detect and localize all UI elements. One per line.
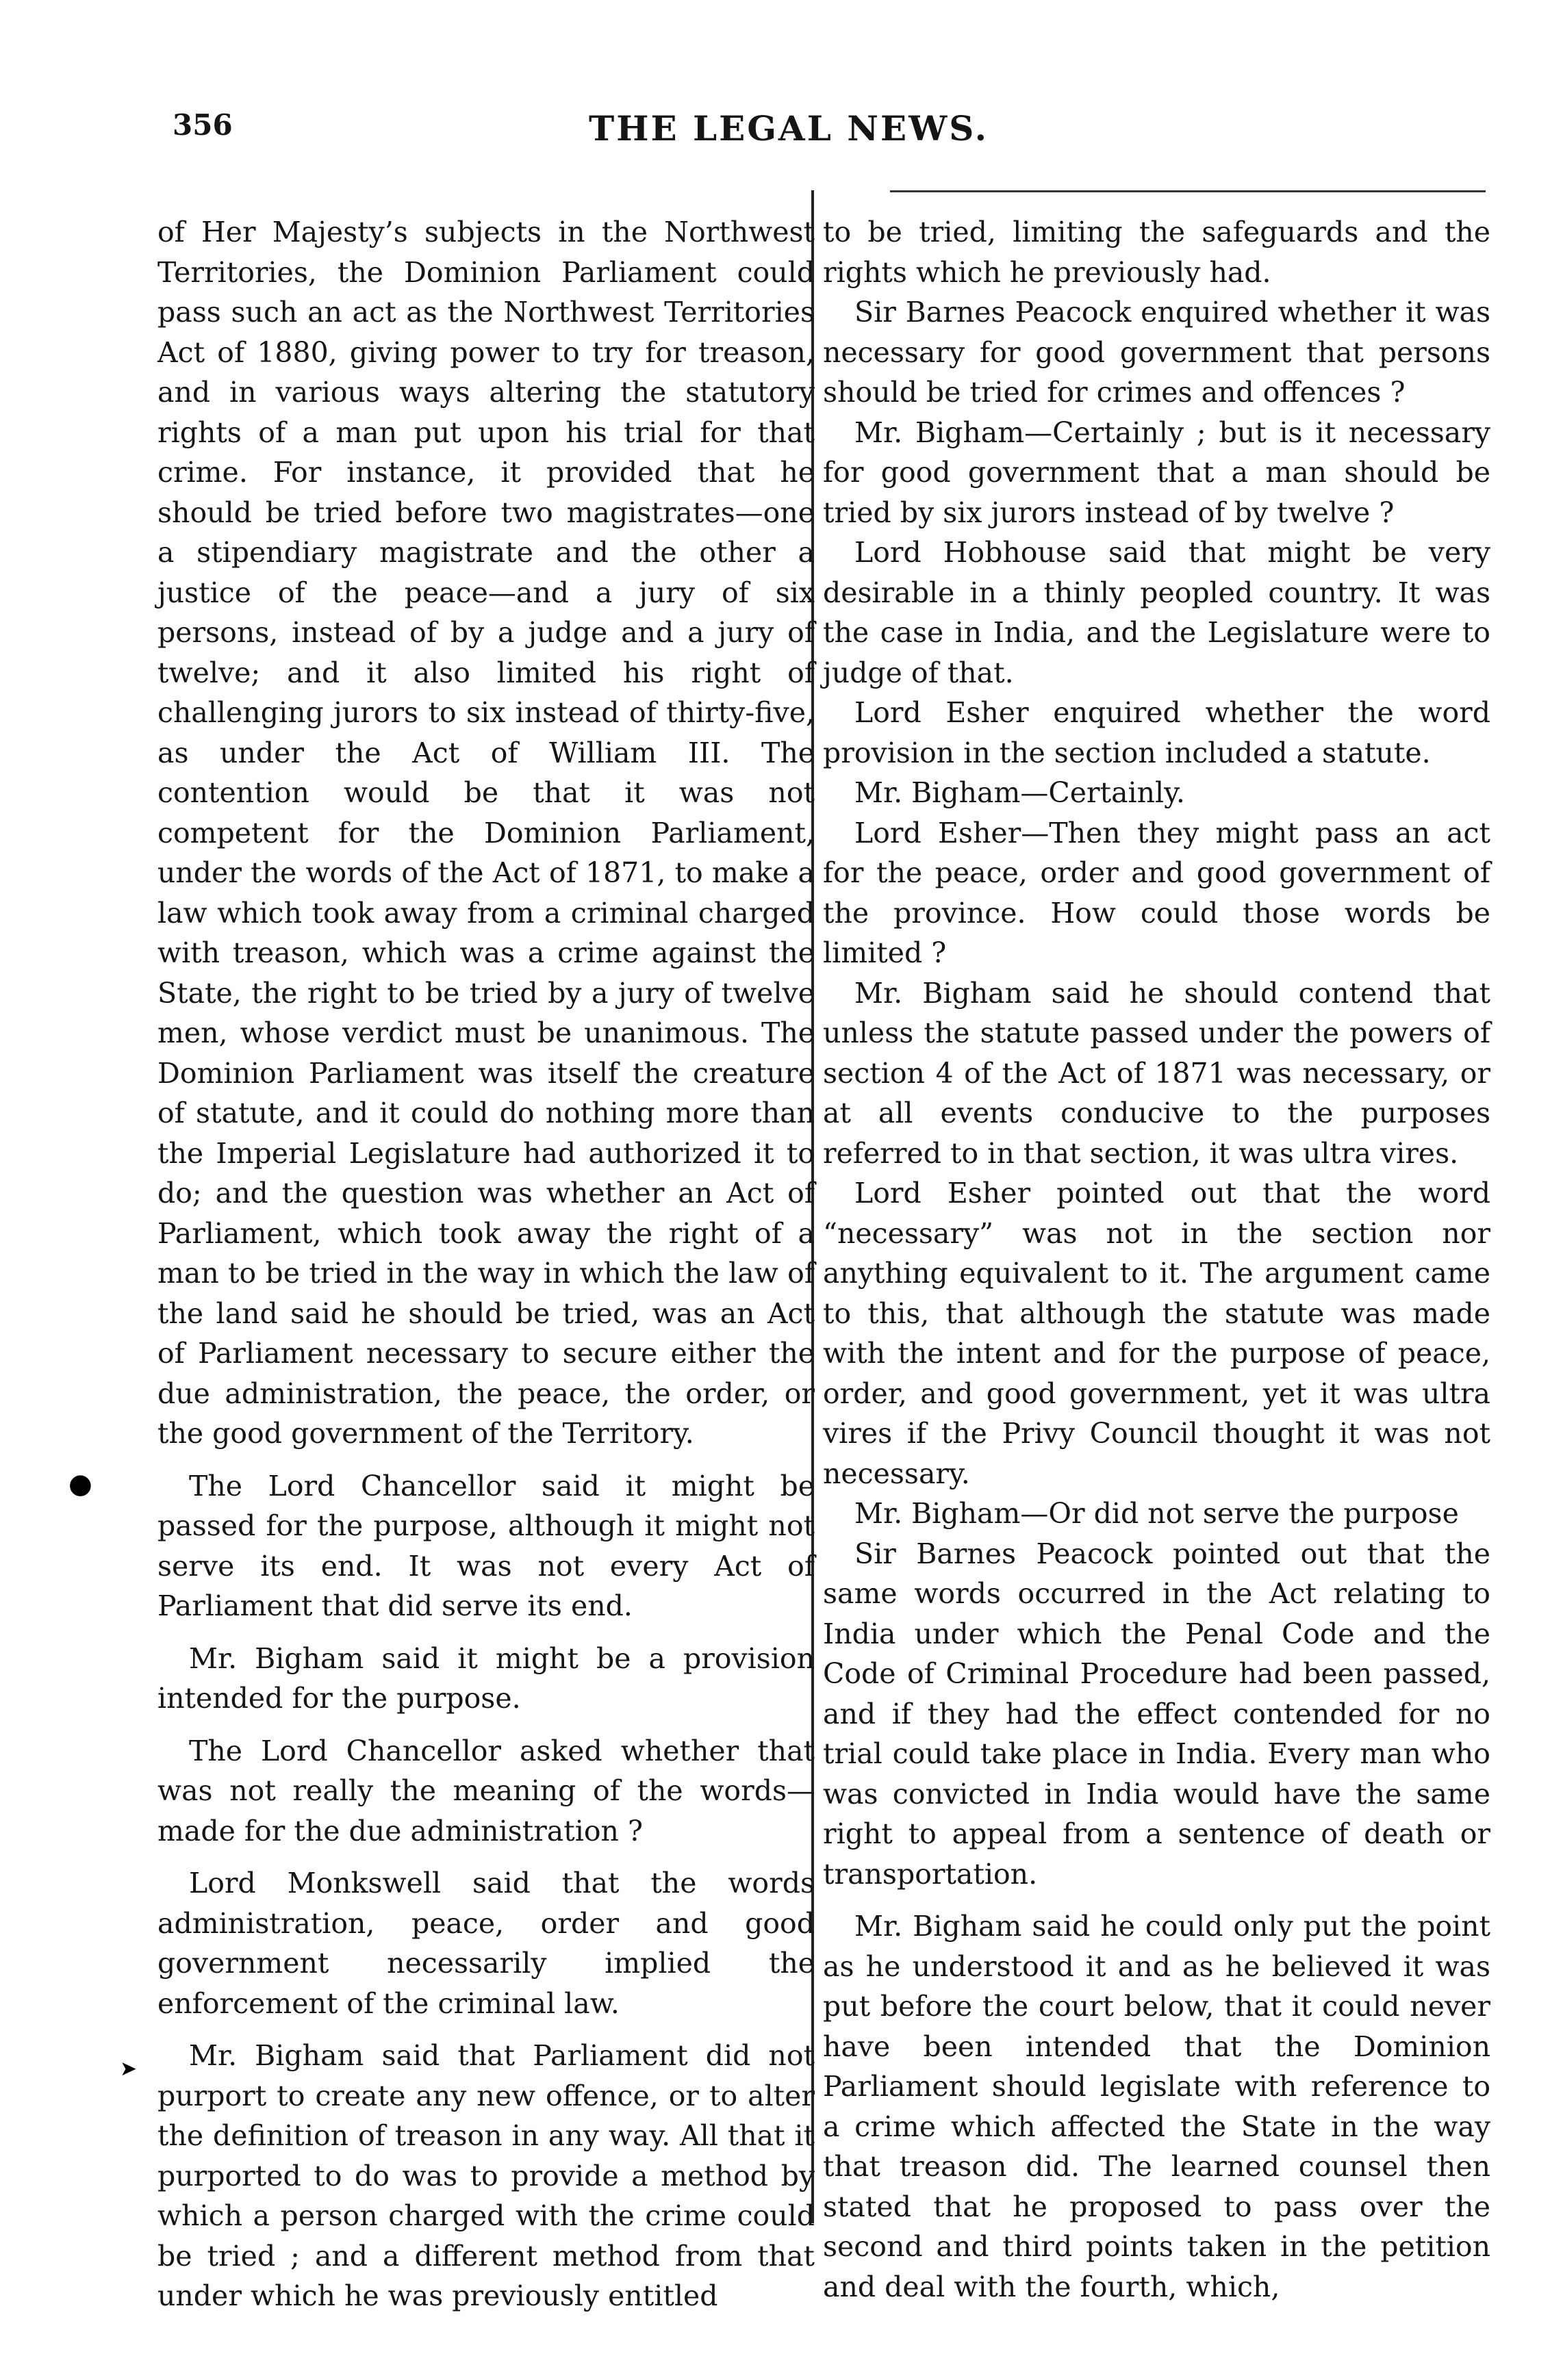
paragraph: to be tried, limiting the safeguards and the rights which he previously had. xyxy=(823,216,1490,289)
margin-mark: ➤ xyxy=(120,2057,138,2081)
paragraph: Lord Esher enquired whether the word provision in the section included a statute. xyxy=(823,696,1490,769)
header-rule xyxy=(890,190,1486,192)
paragraph: of Her Majesty’s subjects in the Northwest Territories, the Dominion Parliament could pass such an act as the Northwest Territories Act of 1880, giving power to try for treason, and in various ways altering the statutory rights of a man put upon his trial for that crime. For instance, it provided that he should be tried before two magistrates—one a stipendiary magistrate and the other a justice of the peace—and a jury of six persons, instead of by a judge and a jury of twelve; and it also limited his right of challenging jurors to six instead of thirty-five, as under the Act of William III. The contention would be that it was not competent for the Dominion Parliament, under the words of the Act of 1871, to make a law which took away from a criminal charged with treason, which was a crime against the State, the right to be tried by a jury of twelve men, whose verdict must be unanimous. The Dominion Parliament was itself the creature of statute, and it could do nothing more than the Imperial Legislature had authorized it to do; and the question was whether an Act of Parliament, which took away the right of a man to be tried in the way in which the law of the land said he should be tried, was an Act of Parliament necessary to secure either the due administration, the peace, the order, or the good government of the Territory. xyxy=(157,216,815,1450)
paragraph: Mr. Bigham—Or did not serve the purpose xyxy=(854,1497,1459,1530)
paragraph: Mr. Bigham said it might be a provision intended for the purpose. xyxy=(157,1641,815,1715)
paragraph: Lord Monkswell said that the words administration, peace, order and good government necessarily implied the enforcement of the criminal law. xyxy=(157,1867,815,2020)
paragraph: Mr. Bigham said he should contend that unless the statute passed under the powers of section 4 of the Act of 1871 was necessary, or at all events conducive to the purposes referred to in that section, it was ultra vires. xyxy=(823,976,1490,1170)
right-column xyxy=(823,212,1490,2307)
paragraph: The Lord Chancellor asked whether that was not really the meaning of the words—made for the due administration ? xyxy=(157,1734,815,1847)
paragraph: Mr. Bigham—Certainly ; but is it necessary for good government that a man should be tried by six jurors instead of by twelve ? xyxy=(823,415,1490,529)
left-column xyxy=(157,212,815,2316)
running-title: THE LEGAL NEWS. xyxy=(589,108,989,149)
paragraph: Sir Barnes Peacock enquired whether it was necessary for good government that persons should be tried for crimes and offences ? xyxy=(823,296,1490,409)
page-number: 356 xyxy=(173,108,233,142)
paragraph: Lord Esher—Then they might pass an act for the peace, order and good government of the province. How could those words be limited ? xyxy=(823,816,1490,969)
paragraph: Mr. Bigham said that Parliament did not purport to create any new offence, or to alter the definition of treason in any way. All that it purported to do was to provide a method by which a person charged with the crime could be tried ; and a different method from that under which he was previously entitled xyxy=(157,2039,815,2312)
margin-mark: ● xyxy=(68,1468,92,1500)
paragraph: Lord Esher pointed out that the word “necessary” was not in the section nor anything equivalent to it. The argument came to this, that although the statute was made with the intent and for the purpose of peace, order, and good government, yet it was ultra vires if the Privy Council thought it was not necessary. xyxy=(823,1177,1490,1490)
paragraph: Mr. Bigham said he could only put the point as he understood it and as he believed it was put before the court below, that it could never have been intended that the Dominion Parliament should legislate with reference to a crime which affected the State in the way that treason did. The learned counsel then stated that he proposed to pass over the second and third points taken in the petition and deal with the fourth, which, xyxy=(823,1910,1490,2303)
paragraph: Lord Hobhouse said that might be very desirable in a thinly peopled country. It was the case in India, and the Legislature were to judge of that. xyxy=(823,536,1490,689)
paragraph: The Lord Chancellor said it might be passed for the purpose, although it might not serve its end. It was not every Act of Parliament that did serve its end. xyxy=(157,1469,815,1622)
paragraph: Sir Barnes Peacock pointed out that the same words occurred in the Act relating to India under which the Penal Code and the Code of Criminal Procedure had been passed, and if they had the effect contended for no trial could take place in India. Every man who was convicted in India would have the same right to appeal from a sentence of death or transportation. xyxy=(823,1537,1490,1891)
paragraph: Mr. Bigham—Certainly. xyxy=(854,776,1185,809)
